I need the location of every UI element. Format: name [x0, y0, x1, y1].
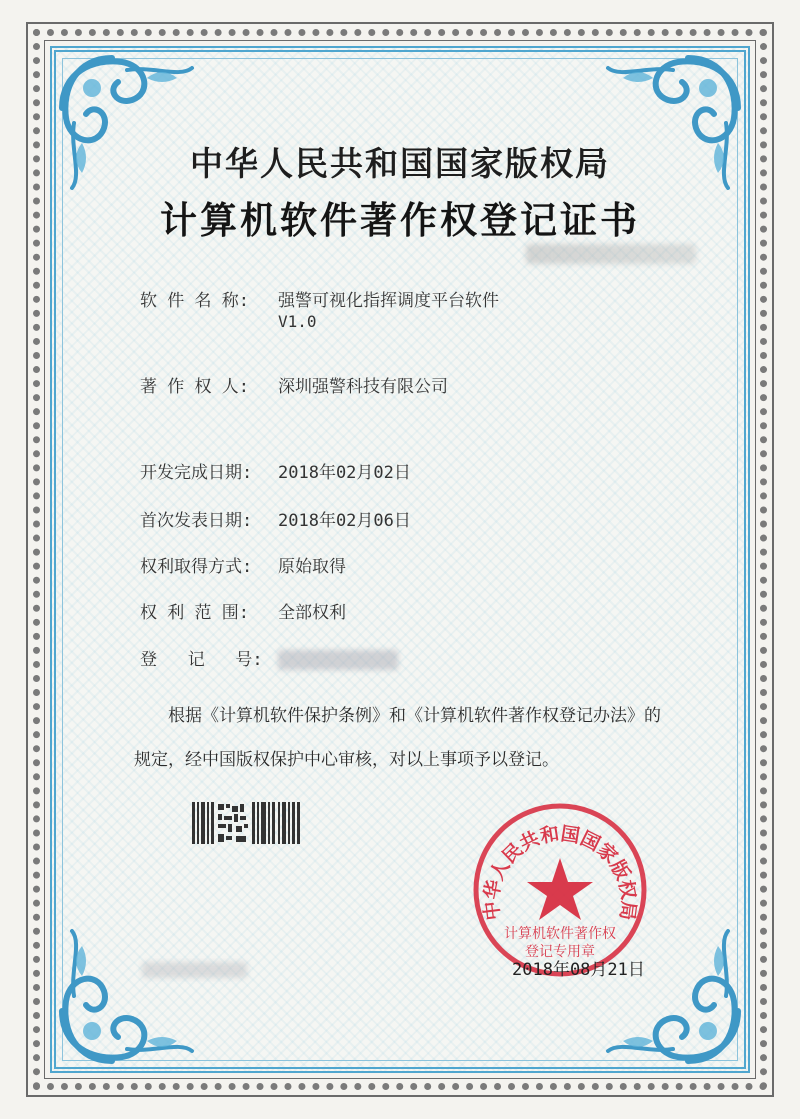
field-value: 强警可视化指挥调度平台软件 — [278, 291, 499, 311]
field-label: 登 记 号: — [140, 650, 263, 670]
field-label: 软 件 名 称: — [140, 291, 249, 311]
statement-line: 规定，经中国版权保护中心审核，对以上事项予以登记。 — [134, 750, 559, 770]
field-value: 2018年02月06日 — [278, 511, 411, 531]
field-value: 全部权利 — [278, 603, 346, 623]
field-label: 权 利 范 围: — [140, 603, 249, 623]
field-rights-scope — [140, 598, 346, 623]
field-value: 深圳强警科技有限公司 — [278, 377, 448, 397]
field-label: 著 作 权 人: — [140, 377, 249, 397]
field-copyright-owner — [140, 372, 448, 397]
seal-inner-line2: 登记专用章 — [525, 944, 595, 960]
field-registration-number — [140, 645, 398, 670]
seal-ring-text: 中华人民共和国国家版权局 — [480, 822, 640, 922]
field-label: 权利取得方式: — [140, 557, 253, 577]
seal-inner-line1: 计算机软件著作权 — [504, 926, 616, 942]
field-acquisition-method — [140, 552, 346, 577]
field-software-name — [140, 286, 499, 311]
corner-ornament-icon — [52, 921, 202, 1071]
field-value: 原始取得 — [278, 557, 346, 577]
field-value: 2018年02月02日 — [278, 463, 411, 483]
field-publish-date — [140, 506, 411, 531]
certificate-number-redacted — [526, 244, 696, 264]
software-version: V1.0 — [278, 312, 317, 331]
certificate-title: 计算机软件著作权登记证书 — [160, 198, 640, 242]
barcode-icon — [192, 802, 300, 844]
issuer-title: 中华人民共和国国家版权局 — [190, 144, 610, 183]
statement-paragraph — [134, 694, 694, 782]
field-label: 开发完成日期: — [140, 463, 253, 483]
official-seal-icon — [470, 800, 650, 980]
registration-number-redacted — [278, 650, 398, 670]
field-completion-date — [140, 458, 411, 483]
issue-date: 2018年08月21日 — [512, 960, 645, 980]
footer-number-redacted — [142, 962, 247, 978]
statement-line: 根据《计算机软件保护条例》和《计算机软件著作权登记办法》的 — [168, 706, 661, 726]
field-label: 首次发表日期: — [140, 511, 253, 531]
